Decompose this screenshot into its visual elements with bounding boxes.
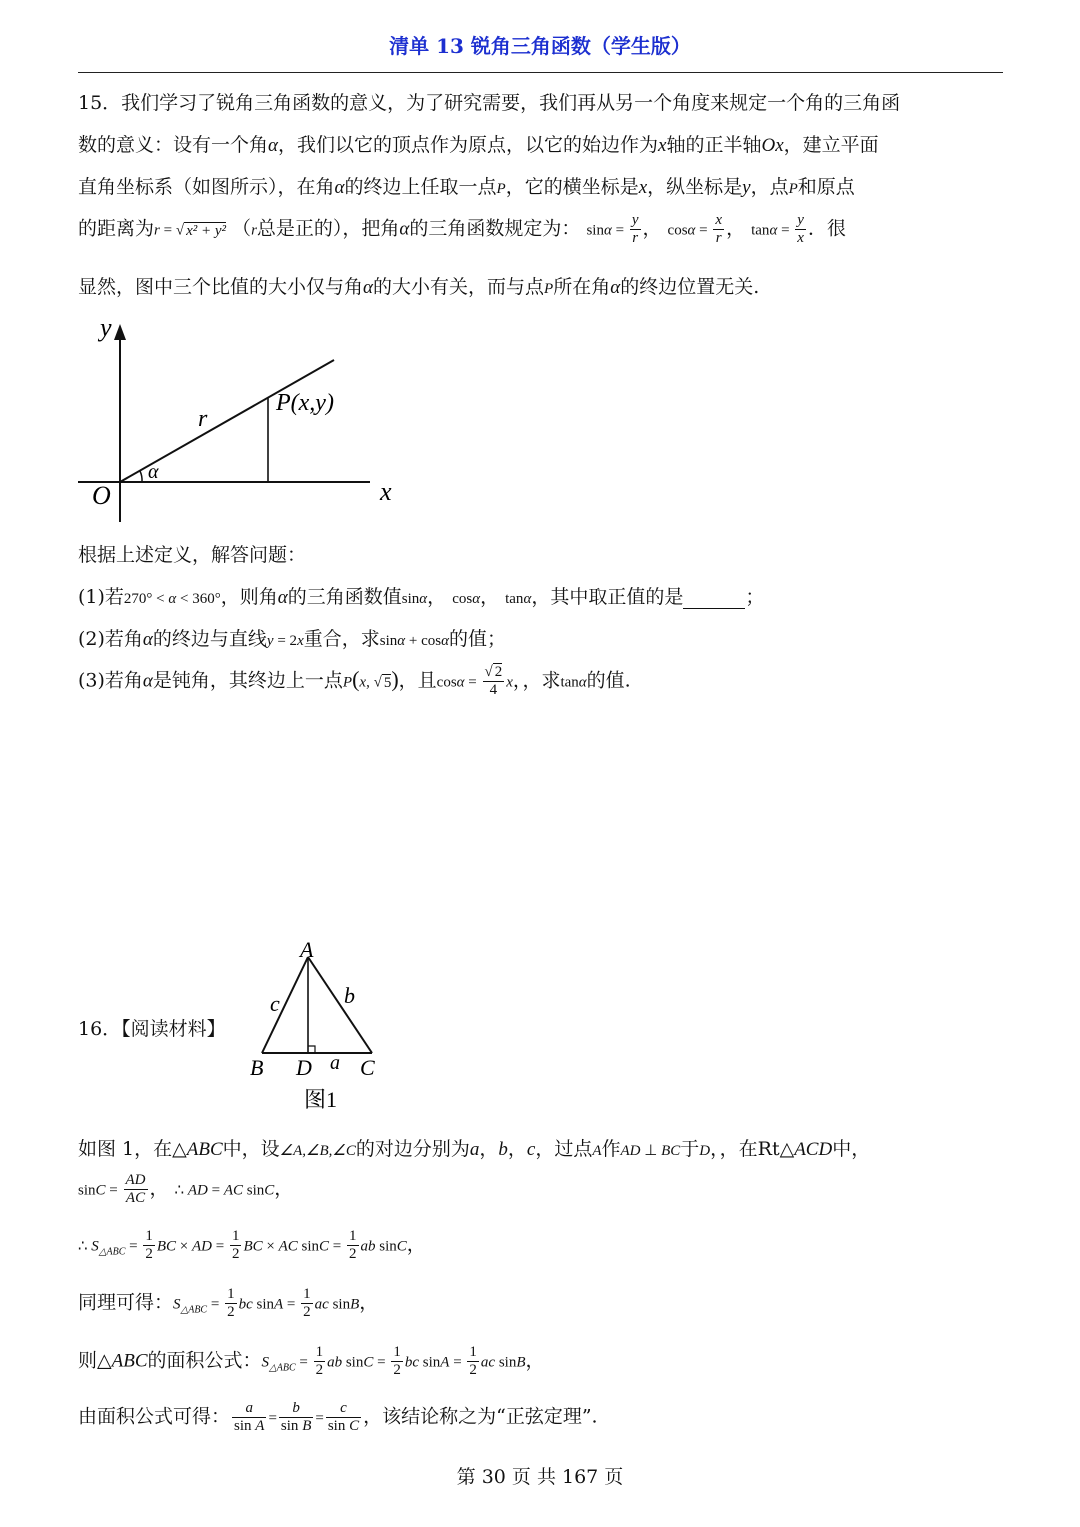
q15-part-3: (3)若角α是钝角，其终边上一点P(x, √ 5)，且cosα = $\frac{√ 2}{4}$ x，，求tanα的值.	[78, 664, 631, 698]
figure-caption: 图1	[304, 1087, 338, 1112]
q16-reading-1: 如图 1，在△ABC中，设∠A,∠B,∠C的对边分别为a，b，c，过点A作AD ⊥ BC于D，，在Rt△ACD中，	[78, 1138, 871, 1160]
x-axis-label: x	[380, 477, 392, 506]
side-b-label: b	[344, 983, 355, 1008]
q15-line-2: 数的意义：设有一个角α，我们以它的顶点作为原点，以它的始边作为x轴的正半轴Ox，建立平面	[78, 134, 879, 156]
q15-line-1: 15．我们学习了锐角三角函数的意义，为了研究需要，我们再从另一个角度来规定一个角的三角函	[78, 92, 901, 114]
document-header: 清单 13 锐角三角函数（学生版）	[389, 34, 691, 58]
point-d-label: D	[296, 1055, 312, 1080]
q15-part-1: (1)若270° < α < 360°，则角α的三角函数值sinα， cosα， tanα，其中取正值的是 ；	[78, 586, 765, 608]
triangle-figure	[244, 935, 394, 1115]
side-c-label: c	[270, 991, 280, 1016]
q16-same-line: 同理可得：$S_{\triangle ABC}$ = $\frac{1}{2}$ bc sinA = $\frac{1}{2}$ ac sinB，	[78, 1286, 379, 1320]
q15-line-3: 直角坐标系（如图所示），在角α的终边上任取一点P，它的横坐标是x，纵坐标是y，点P和原点	[78, 176, 855, 198]
vertex-b-label: B	[250, 1055, 264, 1080]
q16-reading-2: sinC = $\frac{AD}{AC}$ ， ∴ AD = AC sinC，	[78, 1172, 294, 1206]
q16-sine-law: 由面积公式可得： $\frac{a}{\text{sin A}}$ = $\frac{b}{\text{sin B}}$ = $\frac{c}{\text{sin C}}$ ，该结论称之为“正弦定理”.	[78, 1400, 598, 1434]
page-footer: 第 30 页 共 167 页	[456, 1466, 624, 1488]
answer-blank[interactable]	[683, 590, 745, 609]
q16-reading-3: ∴ $S_{\triangle ABC}$ = $\frac{1}{2}$ BC × AD = $\frac{1}{2}$ BC × AC sinC = $\frac{1}{2}$ ab sinC，	[78, 1228, 426, 1262]
r-label: r	[198, 406, 208, 432]
point-p-label: P(x,y)	[276, 390, 334, 416]
coordinate-figure	[70, 312, 410, 527]
header-divider	[78, 72, 1003, 73]
q16-label: 16．【阅读材料】	[78, 1018, 226, 1040]
y-axis-label: y	[100, 313, 112, 342]
vertex-a-label: A	[300, 937, 314, 962]
q15-intro: 根据上述定义，解答问题：	[78, 544, 307, 566]
q15-line-4: 的距离为r = √ x² + y² （r总是正的），把角α的三角函数规定为： sinα = $\frac{y}{r}$ ， cosα = $\frac{x}{r}$ ， tanα = $\frac{y}{x}$ ．很	[78, 212, 846, 246]
q15-line-5: 显然，图中三个比值的大小仅与角α的大小有关，而与点P所在角α的终边位置无关.	[78, 276, 760, 298]
alpha-label: α	[148, 461, 159, 483]
side-a-label: a	[330, 1052, 340, 1074]
q15-part-2: (2)若角α的终边与直线y = 2x重合，求sinα + cosα的值；	[78, 628, 506, 650]
vertex-c-label: C	[360, 1055, 375, 1080]
origin-label: O	[92, 481, 111, 510]
q16-area-formula: 则△ABC的面积公式：$S_{\triangle ABC}$ = $\frac{1}{2}$ ab sinC = $\frac{1}{2}$ bc sinA = $\frac{1}{2}$ ac sinB，	[78, 1344, 545, 1378]
